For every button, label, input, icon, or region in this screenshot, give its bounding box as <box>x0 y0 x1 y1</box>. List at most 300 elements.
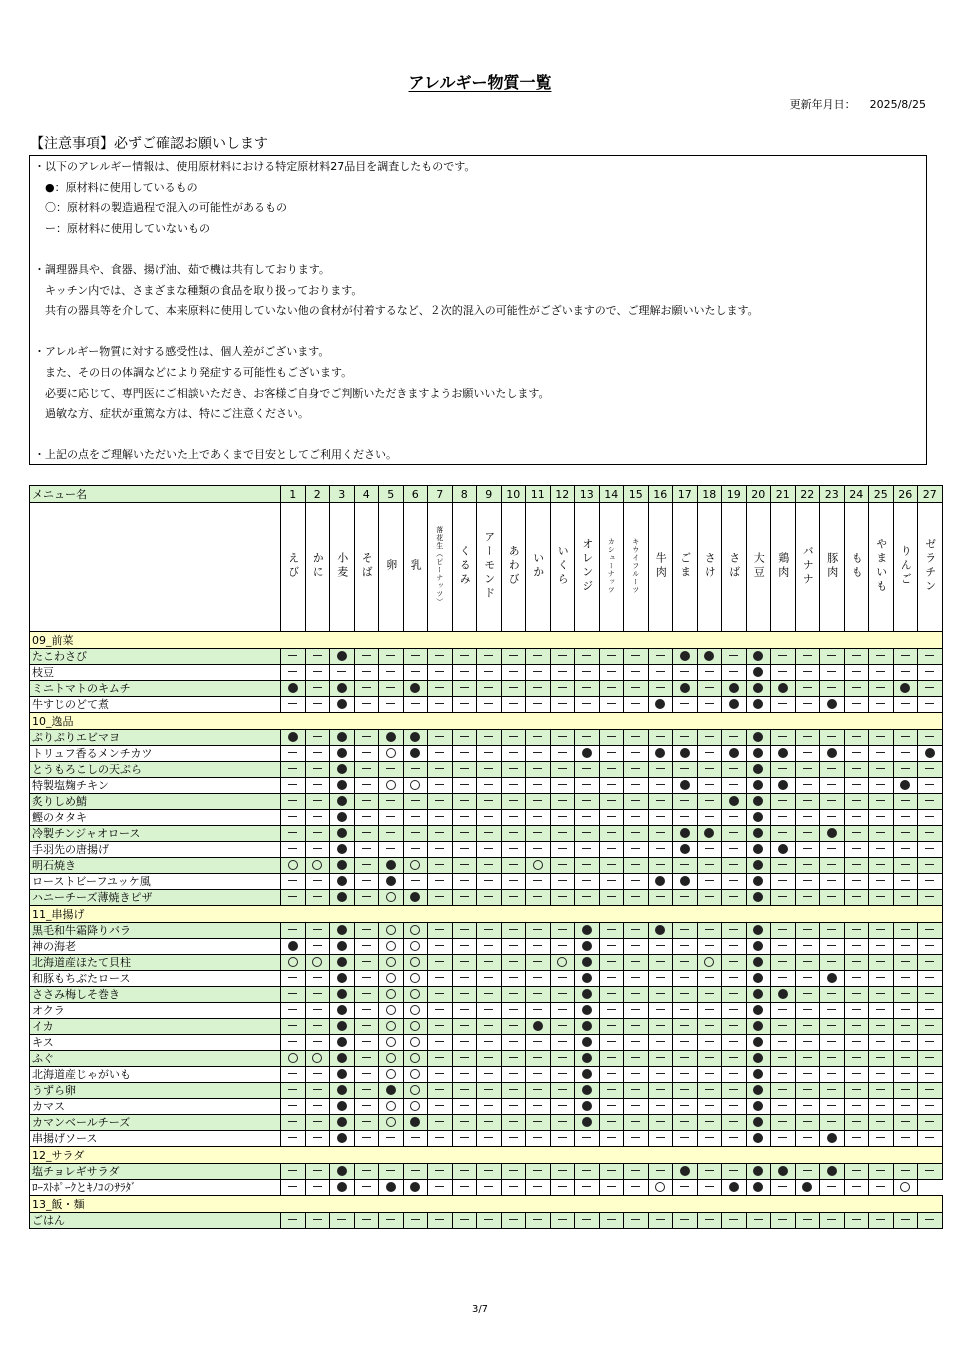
none-mark <box>852 977 861 978</box>
allergen-name-cell <box>869 503 894 632</box>
none-mark <box>509 832 518 833</box>
menu-name: ふぐ <box>30 1051 281 1067</box>
menu-name: ﾛｰｽﾄﾎﾟｰｸとｷﾉｺのｻﾗﾀﾞ <box>30 1180 281 1196</box>
allergen-cell <box>771 810 796 826</box>
allergen-cell <box>354 842 379 858</box>
allergen-cell <box>526 762 551 778</box>
menu-name: ごはん <box>30 1213 281 1229</box>
notice-line: 過敏な方、症状が重篤な方は、特にご注意ください。 <box>34 407 309 421</box>
allergen-cell <box>648 1003 673 1019</box>
allergen-cell <box>624 1003 649 1019</box>
allergen-cell <box>428 1003 453 1019</box>
none-mark <box>533 1186 542 1187</box>
allergen-cell <box>354 858 379 874</box>
used-mark <box>655 699 665 709</box>
allergen-cell <box>893 1035 918 1051</box>
none-mark <box>362 1186 371 1187</box>
none-mark <box>705 1025 714 1026</box>
none-mark <box>852 1170 861 1171</box>
allergen-cell <box>526 890 551 906</box>
none-mark <box>362 864 371 865</box>
none-mark <box>705 896 714 897</box>
allergen-cell <box>330 987 355 1003</box>
none-mark <box>362 1105 371 1106</box>
allergen-cell <box>403 794 428 810</box>
none-mark <box>803 703 812 704</box>
allergen-cell <box>281 649 306 665</box>
none-mark <box>582 1186 591 1187</box>
used-mark <box>680 828 690 838</box>
none-mark <box>435 961 444 962</box>
none-mark <box>411 655 420 656</box>
used-mark <box>582 1069 592 1079</box>
none-mark <box>435 1137 444 1138</box>
allergen-cell <box>477 697 502 713</box>
allergen-cell <box>795 697 820 713</box>
possible-mark <box>386 1021 396 1031</box>
allergen-cell <box>354 1099 379 1115</box>
allergen-cell <box>599 810 624 826</box>
menu-row <box>30 730 943 746</box>
allergen-cell <box>477 858 502 874</box>
allergen-cell <box>403 665 428 681</box>
allergen-cell <box>526 778 551 794</box>
none-mark <box>558 1121 567 1122</box>
allergen-cell <box>330 1180 355 1196</box>
allergen-cell <box>673 1099 698 1115</box>
none-mark <box>901 1121 910 1122</box>
allergen-cell <box>330 665 355 681</box>
none-mark <box>435 848 444 849</box>
allergen-cell <box>330 1099 355 1115</box>
none-mark <box>460 1025 469 1026</box>
allergen-cell <box>477 1180 502 1196</box>
none-mark <box>582 655 591 656</box>
allergen-cell <box>771 1099 796 1115</box>
allergen-name: 大豆 <box>752 551 766 580</box>
allergen-cell <box>844 874 869 890</box>
none-mark <box>852 800 861 801</box>
allergen-cell <box>403 697 428 713</box>
none-mark <box>607 1105 616 1106</box>
allergen-cell <box>820 778 845 794</box>
none-mark <box>460 736 469 737</box>
allergen-cell <box>820 746 845 762</box>
allergen-cell <box>330 1003 355 1019</box>
allergen-cell <box>820 1083 845 1099</box>
none-mark <box>607 1186 616 1187</box>
none-mark <box>435 977 444 978</box>
allergen-cell <box>477 1067 502 1083</box>
allergen-cell <box>330 923 355 939</box>
allergen-cell <box>550 874 575 890</box>
menu-name: 冷製チンジャオロース <box>30 826 281 842</box>
menu-row <box>30 1083 943 1099</box>
none-mark <box>852 703 861 704</box>
allergen-cell <box>844 858 869 874</box>
none-mark <box>607 655 616 656</box>
allergen-cell <box>379 730 404 746</box>
none-mark <box>852 768 861 769</box>
none-mark <box>901 961 910 962</box>
allergen-name-cell <box>918 503 943 632</box>
possible-mark <box>410 1005 420 1015</box>
allergen-cell <box>648 1035 673 1051</box>
allergen-cell <box>526 842 551 858</box>
none-mark <box>411 832 420 833</box>
menu-row <box>30 971 943 987</box>
allergen-cell <box>697 746 722 762</box>
none-mark <box>876 752 885 753</box>
allergen-cell <box>379 1115 404 1131</box>
allergen-cell <box>281 1099 306 1115</box>
none-mark <box>509 703 518 704</box>
none-mark <box>778 1057 787 1058</box>
none-mark <box>435 1057 444 1058</box>
none-mark <box>582 832 591 833</box>
notice-line <box>34 322 926 343</box>
none-mark <box>362 848 371 849</box>
none-mark <box>680 977 689 978</box>
none-mark <box>509 671 518 672</box>
allergen-cell <box>550 1115 575 1131</box>
none-mark <box>607 736 616 737</box>
allergen-cell <box>550 955 575 971</box>
allergen-name: いか <box>531 551 545 580</box>
allergen-cell <box>673 1213 698 1229</box>
none-mark <box>705 945 714 946</box>
none-mark <box>509 736 518 737</box>
none-mark <box>803 848 812 849</box>
allergen-cell <box>354 987 379 1003</box>
none-mark <box>754 1219 763 1220</box>
allergen-cell <box>550 665 575 681</box>
allergen-cell <box>305 1099 330 1115</box>
allergen-cell <box>673 874 698 890</box>
allergen-cell <box>599 649 624 665</box>
allergen-cell <box>477 681 502 697</box>
none-mark <box>631 1121 640 1122</box>
allergen-cell <box>501 1213 526 1229</box>
none-mark <box>509 1105 518 1106</box>
none-mark <box>607 945 616 946</box>
allergen-cell <box>477 1164 502 1180</box>
allergen-cell <box>918 810 943 826</box>
allergen-name-cell <box>379 503 404 632</box>
none-mark <box>852 671 861 672</box>
allergen-name: りんご <box>899 544 913 587</box>
allergen-cell <box>795 1003 820 1019</box>
allergen-cell <box>330 1051 355 1067</box>
allergen-cell <box>599 746 624 762</box>
none-mark <box>705 1057 714 1058</box>
allergen-cell <box>305 665 330 681</box>
used-mark <box>753 1037 763 1047</box>
allergen-cell <box>771 939 796 955</box>
allergen-cell <box>673 778 698 794</box>
none-mark <box>313 977 322 978</box>
none-mark <box>901 993 910 994</box>
none-mark <box>778 880 787 881</box>
none-mark <box>288 784 297 785</box>
allergen-cell <box>379 746 404 762</box>
none-mark <box>925 655 934 656</box>
none-mark <box>803 929 812 930</box>
none-mark <box>509 896 518 897</box>
used-mark <box>827 1133 837 1143</box>
none-mark <box>288 800 297 801</box>
none-mark <box>827 1041 836 1042</box>
none-mark <box>484 864 493 865</box>
none-mark <box>362 896 371 897</box>
allergen-cell <box>869 1131 894 1147</box>
none-mark <box>362 1137 371 1138</box>
allergen-cell <box>305 1067 330 1083</box>
none-mark <box>656 896 665 897</box>
menu-row <box>30 1099 943 1115</box>
allergen-cell <box>330 842 355 858</box>
none-mark <box>313 687 322 688</box>
none-mark <box>484 752 493 753</box>
none-mark <box>729 1025 738 1026</box>
allergen-cell <box>771 858 796 874</box>
allergen-cell <box>501 826 526 842</box>
none-mark <box>313 880 322 881</box>
none-mark <box>852 687 861 688</box>
none-mark <box>631 929 640 930</box>
none-mark <box>827 961 836 962</box>
none-mark <box>705 671 714 672</box>
none-mark <box>558 800 567 801</box>
allergen-cell <box>354 778 379 794</box>
allergen-name: かに <box>311 551 325 580</box>
update-date-label: 更新年月日： <box>789 98 856 111</box>
none-mark <box>925 703 934 704</box>
none-mark <box>778 1137 787 1138</box>
allergen-cell <box>330 826 355 842</box>
allergen-cell <box>697 810 722 826</box>
allergen-cell <box>354 810 379 826</box>
none-mark <box>313 1041 322 1042</box>
none-mark <box>729 1009 738 1010</box>
allergen-cell <box>648 649 673 665</box>
used-mark <box>680 683 690 693</box>
none-mark <box>852 1219 861 1220</box>
none-mark <box>607 703 616 704</box>
allergen-cell <box>281 842 306 858</box>
used-mark <box>680 844 690 854</box>
allergen-cell <box>820 1003 845 1019</box>
none-mark <box>533 1219 542 1220</box>
none-mark <box>509 816 518 817</box>
allergen-cell <box>354 697 379 713</box>
allergen-cell <box>281 1083 306 1099</box>
used-mark <box>655 876 665 886</box>
allergen-cell <box>428 746 453 762</box>
allergen-name-cell <box>403 503 428 632</box>
used-mark <box>386 732 396 742</box>
none-mark <box>778 1041 787 1042</box>
none-mark <box>362 1025 371 1026</box>
none-mark <box>778 1219 787 1220</box>
none-mark <box>533 1105 542 1106</box>
allergen-cell <box>673 697 698 713</box>
allergen-cell <box>844 1180 869 1196</box>
allergen-cell <box>403 826 428 842</box>
none-mark <box>509 1170 518 1171</box>
allergen-cell <box>452 1051 477 1067</box>
allergen-name: いくら <box>556 544 570 587</box>
none-mark <box>582 1137 591 1138</box>
none-mark <box>558 671 567 672</box>
used-mark <box>582 1021 592 1031</box>
none-mark <box>533 703 542 704</box>
allergen-cell <box>599 923 624 939</box>
allergen-cell <box>918 1035 943 1051</box>
none-mark <box>484 1057 493 1058</box>
none-mark <box>852 832 861 833</box>
allergen-cell <box>575 1164 600 1180</box>
none-mark <box>484 1041 493 1042</box>
allergen-cell <box>869 923 894 939</box>
possible-mark <box>386 925 396 935</box>
none-mark <box>901 703 910 704</box>
allergen-cell <box>869 1099 894 1115</box>
allergen-name: 牛肉 <box>654 551 668 580</box>
menu-row <box>30 681 943 697</box>
none-mark <box>876 929 885 930</box>
allergen-cell <box>746 1115 771 1131</box>
none-mark <box>533 768 542 769</box>
allergen-cell <box>697 794 722 810</box>
allergen-cell <box>844 1051 869 1067</box>
allergen-cell <box>746 794 771 810</box>
allergen-cell <box>624 794 649 810</box>
allergen-cell <box>795 987 820 1003</box>
allergen-cell <box>722 1180 747 1196</box>
allergen-cell <box>281 874 306 890</box>
none-mark <box>411 880 420 881</box>
none-mark <box>386 832 395 833</box>
used-mark <box>778 683 788 693</box>
none-mark <box>656 1219 665 1220</box>
possible-mark <box>410 1069 420 1079</box>
allergen-cell <box>379 794 404 810</box>
none-mark <box>852 1121 861 1122</box>
allergen-cell <box>526 1019 551 1035</box>
none-mark <box>729 945 738 946</box>
none-mark <box>435 864 444 865</box>
none-mark <box>313 1186 322 1187</box>
none-mark <box>362 687 371 688</box>
allergen-cell <box>746 971 771 987</box>
allergen-number: 15 <box>624 486 649 503</box>
none-mark <box>803 1041 812 1042</box>
none-mark <box>705 752 714 753</box>
none-mark <box>313 736 322 737</box>
none-mark <box>656 1009 665 1010</box>
allergen-name: さけ <box>703 551 717 580</box>
allergen-cell <box>771 1067 796 1083</box>
allergen-cell <box>403 1099 428 1115</box>
none-mark <box>852 1186 861 1187</box>
allergen-cell <box>893 730 918 746</box>
none-mark <box>411 671 420 672</box>
none-mark <box>362 1121 371 1122</box>
allergen-cell <box>722 890 747 906</box>
none-mark <box>705 1186 714 1187</box>
none-mark <box>778 1009 787 1010</box>
none-mark <box>705 1105 714 1106</box>
allergen-cell <box>795 681 820 697</box>
allergen-name-cell <box>550 503 575 632</box>
used-mark <box>337 828 347 838</box>
allergen-cell <box>550 1051 575 1067</box>
allergen-cell <box>305 1003 330 1019</box>
none-mark <box>876 1219 885 1220</box>
header-row <box>30 486 943 503</box>
allergen-name: さば <box>727 551 741 580</box>
none-mark <box>288 977 297 978</box>
none-mark <box>313 1137 322 1138</box>
allergen-cell <box>746 746 771 762</box>
allergen-cell <box>697 1019 722 1035</box>
none-mark <box>484 832 493 833</box>
none-mark <box>484 961 493 962</box>
used-mark <box>337 1037 347 1047</box>
none-mark <box>288 1009 297 1010</box>
allergen-cell <box>452 890 477 906</box>
notice-line: ー：原材料に使用していないもの <box>34 221 210 235</box>
none-mark <box>509 800 518 801</box>
none-mark <box>631 1089 640 1090</box>
menu-row <box>30 665 943 681</box>
none-mark <box>680 703 689 704</box>
allergen-cell <box>354 1115 379 1131</box>
allergen-cell <box>599 1019 624 1035</box>
none-mark <box>484 768 493 769</box>
none-mark <box>680 1073 689 1074</box>
allergen-cell <box>501 794 526 810</box>
none-mark <box>778 1025 787 1026</box>
allergen-cell <box>330 1067 355 1083</box>
allergen-name: やまいも <box>874 537 888 594</box>
allergen-cell <box>501 649 526 665</box>
menu-name: 塩チョレギサラダ <box>30 1164 281 1180</box>
none-mark <box>778 816 787 817</box>
none-mark <box>925 671 934 672</box>
allergen-cell <box>330 681 355 697</box>
possible-mark <box>386 973 396 983</box>
none-mark <box>533 993 542 994</box>
none-mark <box>460 768 469 769</box>
none-mark <box>631 800 640 801</box>
allergen-cell <box>722 649 747 665</box>
used-mark <box>582 925 592 935</box>
none-mark <box>509 655 518 656</box>
none-mark <box>558 896 567 897</box>
none-mark <box>803 671 812 672</box>
allergen-cell <box>354 681 379 697</box>
allergen-cell <box>477 794 502 810</box>
allergen-cell <box>918 1051 943 1067</box>
none-mark <box>656 945 665 946</box>
allergen-cell <box>281 665 306 681</box>
none-mark <box>925 945 934 946</box>
none-mark <box>411 800 420 801</box>
allergen-cell <box>379 1213 404 1229</box>
none-mark <box>876 800 885 801</box>
